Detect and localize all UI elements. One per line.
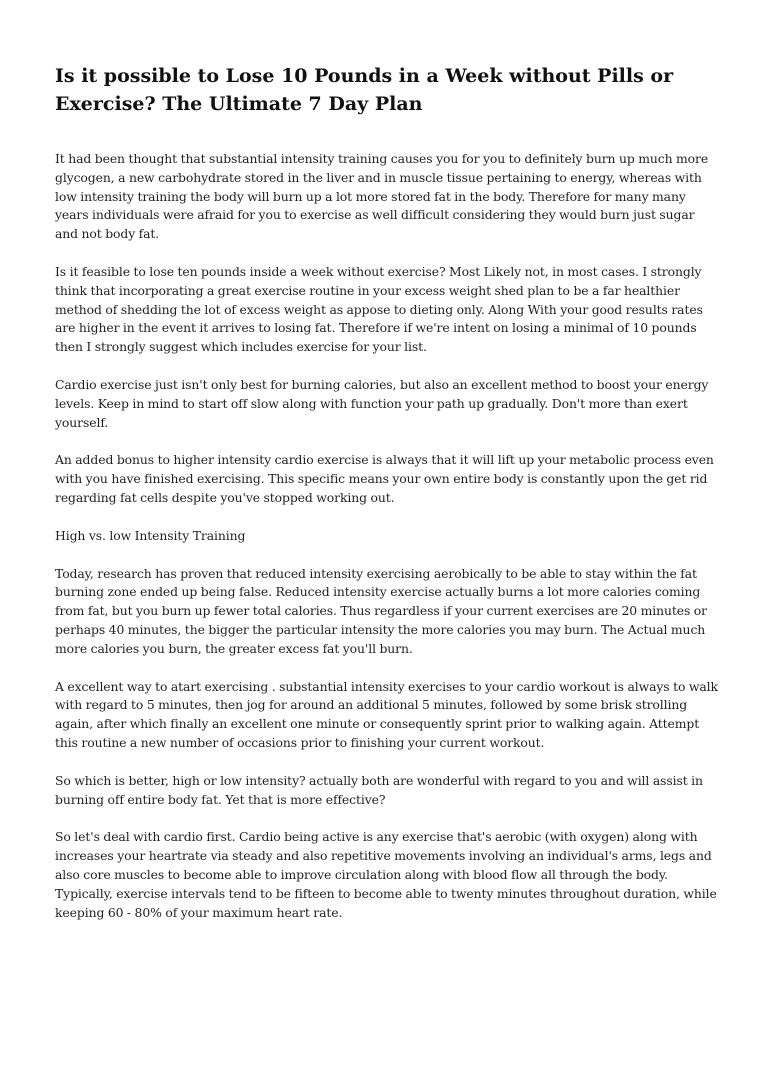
paragraph-which-better: So which is better, high or low intensity? actually both are wonderful with regard to you and will assist in burning off entire body fat. Yet that is more effective?	[55, 772, 703, 807]
paragraph-research: Today, research has proven that reduced intensity exercising aerobically to be able to stay within the fat burning zone ended up being false. Reduced intensity exercise actually burns a lot more calories coming from fat, but you burn up fewer total calories. Thus regardless if your current exercises are 20 minutes or perhaps 40 minutes, the bigger the particular intensity the more calories you may burn. The Actual much more calories you burn, the greater excess fat you'll burn.	[55, 565, 707, 656]
paragraph-routine: A excellent way to atart exercising . substantial intensity exercises to your cardio workout is always to walk with regard to 5 minutes, then jog for around an additional 5 minutes, followed by some brisk strolling again, after which finally an excellent one minute or consequently sprint prior to walking again. Attempt this routine a new number of occasions prior to finishing your current workout.	[55, 678, 718, 750]
paragraph-intro: It had been thought that substantial intensity training causes you for you to definitely burn up much more glycogen, a new carbohydrate stored in the liver and in muscle tissue pertaining to energy, whereas with low intensity training the body will burn up a lot more stored fat in the body. Therefore for many many years individuals were afraid for you to exercise as well difficult considering they would burn just sugar and not body fat.	[55, 151, 709, 242]
paragraph-cardio-benefits: Cardio exercise just isn't only best for burning calories, but also an excellent method to boost your energy levels. Keep in mind to start off slow along with function your path up gradually. Don't more than exert yourself.	[55, 376, 709, 430]
paragraph-bonus: An added bonus to higher intensity cardio exercise is always that it will lift up your metabolic process even with you have finished exercising. This specific means your own entire body is constantly upon the get rid regarding fat cells despite you've stopped working out.	[55, 452, 714, 505]
paragraph-cardio-first: So let's deal with cardio first. Cardio being active is any exercise that's aerobic (with oxygen) along with increases your heartrate via steady and also repetitive movements involving an individual's arms, legs and also core muscles to become able to improve circulation along with blood flow all through the body. Typically, exercise intervals tend to be fifteen to become able to twenty minutes throughout duration, while keeping 60 - 80% of your maximum heart rate.	[55, 829, 717, 920]
section-heading: High vs. low Intensity Training	[55, 527, 246, 543]
document-title: Is it possible to Lose 10 Pounds in a Week without Pills or Exercise? The Ultimate 7 Day Plan	[55, 65, 674, 115]
document-body	[55, 150, 718, 941]
paragraph-without-exercise: Is it feasible to lose ten pounds inside a week without exercise? Most Likely not, in most cases. I strongly think that incorporating a great exercise routine in your excess weight shed plan to be a far healthier method of shedding the lot of excess weight as appose to dieting only. Along With your good results rates are higher in the event it arrives to losing fat. Therefore if we're intent on losing a minimal of 10 pounds then I strongly suggest which includes exercise for your list.	[55, 263, 703, 355]
